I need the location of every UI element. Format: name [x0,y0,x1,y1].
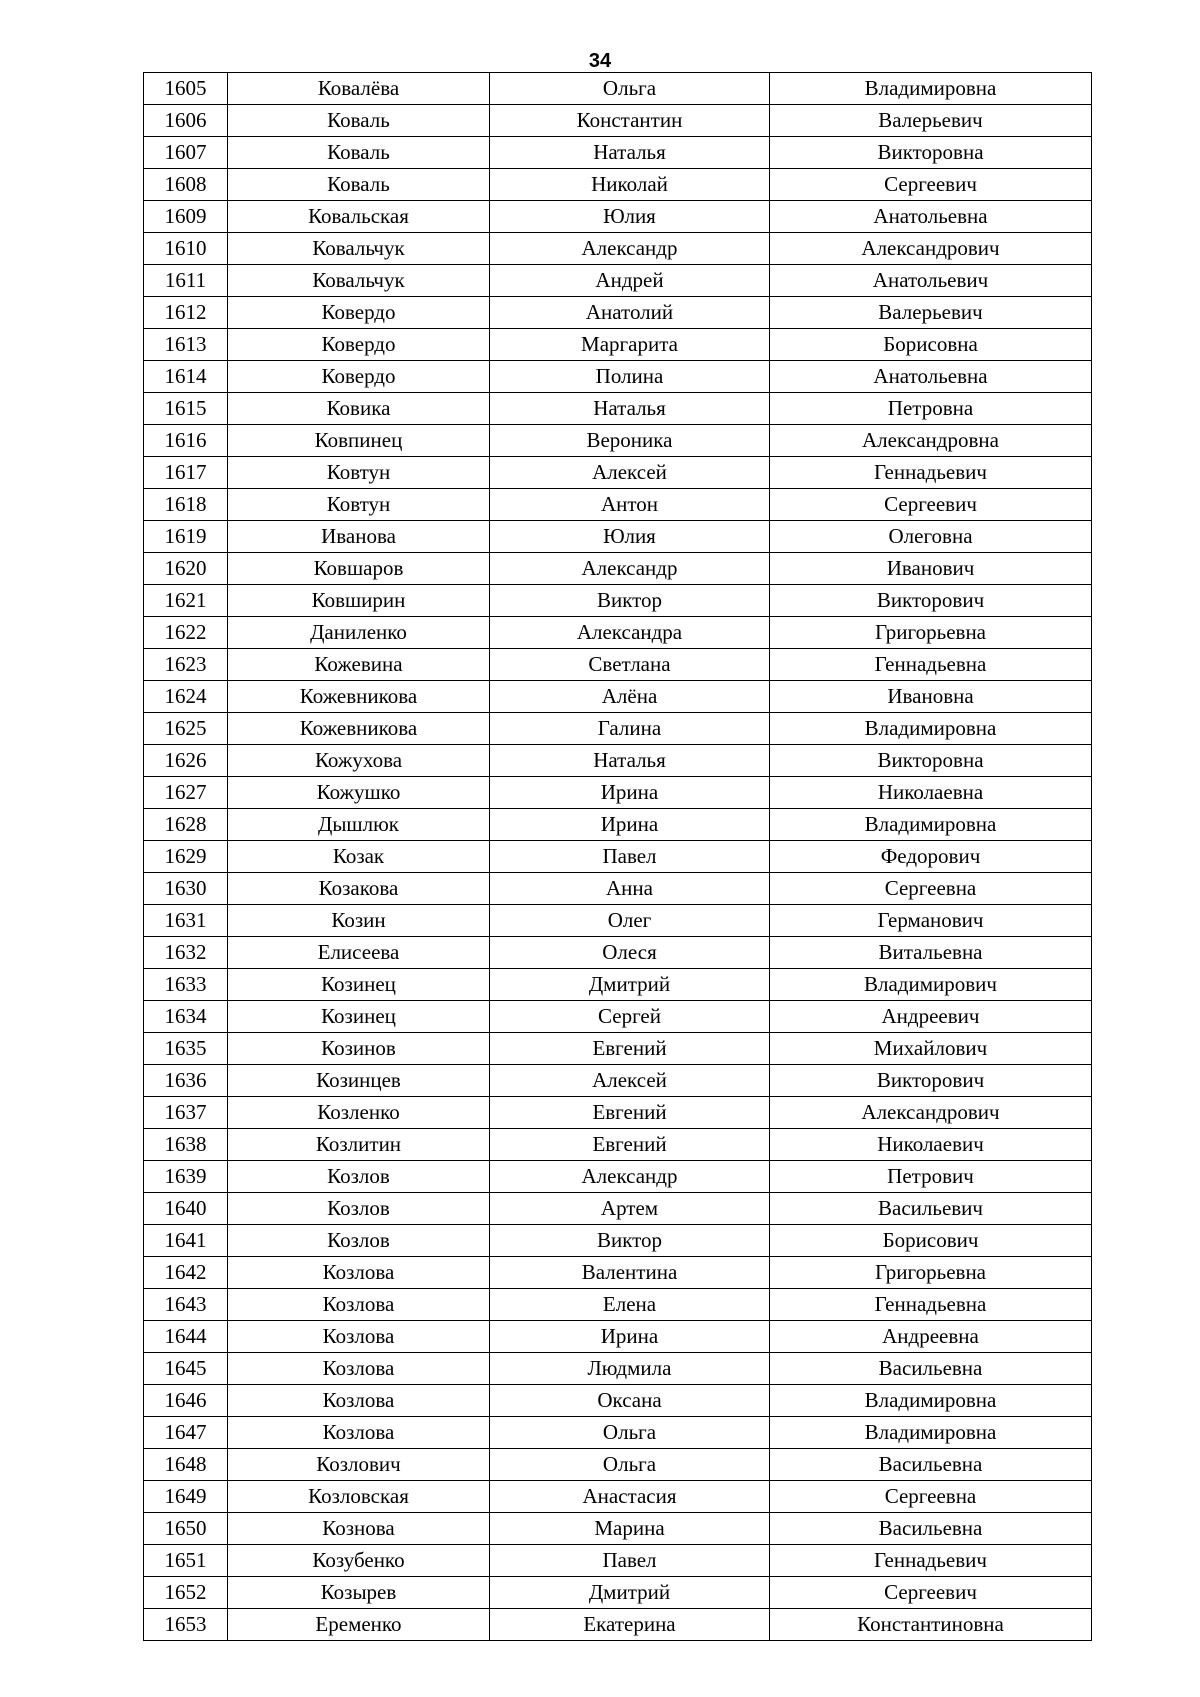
table-row [144,1065,1092,1097]
table-row [144,1033,1092,1065]
last-name-cell: Козинцев [228,1065,490,1097]
row-number-cell: 1614 [144,361,228,393]
patronymic-cell: Сергеевич [770,489,1092,521]
first-name-cell: Алёна [490,681,770,713]
patronymic-cell: Анатольевич [770,265,1092,297]
table-row [144,1513,1092,1545]
table-row [144,969,1092,1001]
last-name-cell: Козубенко [228,1545,490,1577]
patronymic-cell: Васильевич [770,1193,1092,1225]
row-number-cell: 1633 [144,969,228,1001]
table-row [144,233,1092,265]
first-name-cell: Валентина [490,1257,770,1289]
last-name-cell: Ковика [228,393,490,425]
first-name-cell: Александр [490,1161,770,1193]
patronymic-cell: Андреевна [770,1321,1092,1353]
first-name-cell: Ирина [490,1321,770,1353]
table-row [144,809,1092,841]
row-number-cell: 1627 [144,777,228,809]
last-name-cell: Коваль [228,137,490,169]
row-number-cell: 1651 [144,1545,228,1577]
last-name-cell: Ковшаров [228,553,490,585]
patronymic-cell: Викторовна [770,137,1092,169]
row-number-cell: 1652 [144,1577,228,1609]
row-number-cell: 1638 [144,1129,228,1161]
first-name-cell: Полина [490,361,770,393]
first-name-cell: Ольга [490,73,770,105]
table-row [144,777,1092,809]
patronymic-cell: Анатольевна [770,361,1092,393]
last-name-cell: Ковердо [228,361,490,393]
first-name-cell: Сергей [490,1001,770,1033]
last-name-cell: Ковальчук [228,233,490,265]
row-number-cell: 1635 [144,1033,228,1065]
table-row [144,1289,1092,1321]
last-name-cell: Козлова [228,1353,490,1385]
patronymic-cell: Григорьевна [770,617,1092,649]
row-number-cell: 1625 [144,713,228,745]
patronymic-cell: Александрович [770,233,1092,265]
table-row [144,73,1092,105]
first-name-cell: Ольга [490,1449,770,1481]
first-name-cell: Юлия [490,201,770,233]
table-row [144,713,1092,745]
last-name-cell: Кожевникова [228,713,490,745]
row-number-cell: 1653 [144,1609,228,1641]
table-row [144,137,1092,169]
row-number-cell: 1640 [144,1193,228,1225]
last-name-cell: Козакова [228,873,490,905]
patronymic-cell: Геннадьевич [770,1545,1092,1577]
row-number-cell: 1630 [144,873,228,905]
patronymic-cell: Владимировна [770,1417,1092,1449]
first-name-cell: Евгений [490,1129,770,1161]
patronymic-cell: Васильевна [770,1449,1092,1481]
first-name-cell: Марина [490,1513,770,1545]
row-number-cell: 1649 [144,1481,228,1513]
first-name-cell: Евгений [490,1097,770,1129]
row-number-cell: 1641 [144,1225,228,1257]
table-row [144,873,1092,905]
row-number-cell: 1623 [144,649,228,681]
row-number-cell: 1610 [144,233,228,265]
last-name-cell: Ковальчук [228,265,490,297]
first-name-cell: Олеся [490,937,770,969]
last-name-cell: Козлов [228,1225,490,1257]
last-name-cell: Иванова [228,521,490,553]
patronymic-cell: Константиновна [770,1609,1092,1641]
patronymic-cell: Владимирович [770,969,1092,1001]
last-name-cell: Козленко [228,1097,490,1129]
first-name-cell: Константин [490,105,770,137]
table-row [144,297,1092,329]
last-name-cell: Ковпинец [228,425,490,457]
last-name-cell: Ковалёва [228,73,490,105]
last-name-cell: Козлова [228,1257,490,1289]
patronymic-cell: Сергеевна [770,1481,1092,1513]
first-name-cell: Дмитрий [490,969,770,1001]
patronymic-cell: Владимировна [770,1385,1092,1417]
last-name-cell: Ковширин [228,585,490,617]
first-name-cell: Александра [490,617,770,649]
last-name-cell: Елисеева [228,937,490,969]
table-row [144,1385,1092,1417]
table-row [144,393,1092,425]
first-name-cell: Павел [490,1545,770,1577]
last-name-cell: Кознова [228,1513,490,1545]
patronymic-cell: Владимировна [770,809,1092,841]
table-row [144,1609,1092,1641]
row-number-cell: 1646 [144,1385,228,1417]
row-number-cell: 1631 [144,905,228,937]
last-name-cell: Ковердо [228,297,490,329]
patronymic-cell: Владимировна [770,713,1092,745]
first-name-cell: Наталья [490,393,770,425]
table-row [144,1257,1092,1289]
first-name-cell: Елена [490,1289,770,1321]
patronymic-cell: Андреевич [770,1001,1092,1033]
last-name-cell: Кожухова [228,745,490,777]
last-name-cell: Коваль [228,105,490,137]
patronymic-cell: Викторович [770,1065,1092,1097]
first-name-cell: Анастасия [490,1481,770,1513]
last-name-cell: Козлова [228,1385,490,1417]
first-name-cell: Галина [490,713,770,745]
row-number-cell: 1645 [144,1353,228,1385]
row-number-cell: 1620 [144,553,228,585]
patronymic-cell: Геннадьевна [770,1289,1092,1321]
table-row [144,745,1092,777]
last-name-cell: Кожевникова [228,681,490,713]
patronymic-cell: Геннадьевич [770,457,1092,489]
first-name-cell: Ольга [490,1417,770,1449]
first-name-cell: Маргарита [490,329,770,361]
first-name-cell: Наталья [490,745,770,777]
last-name-cell: Еременко [228,1609,490,1641]
row-number-cell: 1616 [144,425,228,457]
table-row [144,1417,1092,1449]
last-name-cell: Ковтун [228,489,490,521]
table-row [144,649,1092,681]
row-number-cell: 1637 [144,1097,228,1129]
row-number-cell: 1643 [144,1289,228,1321]
patronymic-cell: Григорьевна [770,1257,1092,1289]
patronymic-cell: Петровна [770,393,1092,425]
last-name-cell: Козинов [228,1033,490,1065]
patronymic-cell: Витальевна [770,937,1092,969]
patronymic-cell: Ивановна [770,681,1092,713]
first-name-cell: Олег [490,905,770,937]
patronymic-cell: Борисович [770,1225,1092,1257]
patronymic-cell: Федорович [770,841,1092,873]
patronymic-cell: Васильевна [770,1353,1092,1385]
table-row [144,1161,1092,1193]
last-name-cell: Козлитин [228,1129,490,1161]
table-row [144,1321,1092,1353]
first-name-cell: Антон [490,489,770,521]
roster-table [143,72,1092,1641]
row-number-cell: 1624 [144,681,228,713]
page-number: 34 [588,50,612,72]
patronymic-cell: Анатольевна [770,201,1092,233]
first-name-cell: Оксана [490,1385,770,1417]
first-name-cell: Светлана [490,649,770,681]
first-name-cell: Алексей [490,457,770,489]
table-row [144,1545,1092,1577]
roster-table-body [144,73,1092,1641]
last-name-cell: Козак [228,841,490,873]
first-name-cell: Андрей [490,265,770,297]
patronymic-cell: Геннадьевна [770,649,1092,681]
table-row [144,169,1092,201]
last-name-cell: Козинец [228,1001,490,1033]
row-number-cell: 1642 [144,1257,228,1289]
first-name-cell: Наталья [490,137,770,169]
row-number-cell: 1615 [144,393,228,425]
row-number-cell: 1613 [144,329,228,361]
first-name-cell: Николай [490,169,770,201]
table-row [144,617,1092,649]
last-name-cell: Кожевина [228,649,490,681]
last-name-cell: Даниленко [228,617,490,649]
table-row [144,841,1092,873]
row-number-cell: 1639 [144,1161,228,1193]
row-number-cell: 1629 [144,841,228,873]
last-name-cell: Козлов [228,1193,490,1225]
table-row [144,425,1092,457]
table-row [144,937,1092,969]
last-name-cell: Ковальская [228,201,490,233]
table-row [144,1481,1092,1513]
patronymic-cell: Сергеевич [770,1577,1092,1609]
first-name-cell: Александр [490,233,770,265]
patronymic-cell: Александровна [770,425,1092,457]
row-number-cell: 1636 [144,1065,228,1097]
last-name-cell: Козинец [228,969,490,1001]
first-name-cell: Алексей [490,1065,770,1097]
table-row [144,681,1092,713]
row-number-cell: 1628 [144,809,228,841]
first-name-cell: Виктор [490,1225,770,1257]
row-number-cell: 1619 [144,521,228,553]
row-number-cell: 1634 [144,1001,228,1033]
last-name-cell: Ковердо [228,329,490,361]
row-number-cell: 1648 [144,1449,228,1481]
patronymic-cell: Владимировна [770,73,1092,105]
table-row [144,329,1092,361]
table-row [144,1097,1092,1129]
row-number-cell: 1626 [144,745,228,777]
table-row [144,361,1092,393]
patronymic-cell: Сергеевич [770,169,1092,201]
table-row [144,1225,1092,1257]
last-name-cell: Козловская [228,1481,490,1513]
row-number-cell: 1618 [144,489,228,521]
first-name-cell: Павел [490,841,770,873]
patronymic-cell: Борисовна [770,329,1092,361]
row-number-cell: 1644 [144,1321,228,1353]
row-number-cell: 1650 [144,1513,228,1545]
table-row [144,1129,1092,1161]
table-row [144,1193,1092,1225]
last-name-cell: Козин [228,905,490,937]
row-number-cell: 1621 [144,585,228,617]
row-number-cell: 1611 [144,265,228,297]
table-row [144,585,1092,617]
last-name-cell: Коваль [228,169,490,201]
table-row [144,1353,1092,1385]
first-name-cell: Евгений [490,1033,770,1065]
table-row [144,265,1092,297]
last-name-cell: Кожушко [228,777,490,809]
row-number-cell: 1612 [144,297,228,329]
first-name-cell: Людмила [490,1353,770,1385]
table-row [144,457,1092,489]
patronymic-cell: Александрович [770,1097,1092,1129]
first-name-cell: Артем [490,1193,770,1225]
first-name-cell: Ирина [490,777,770,809]
table-row [144,105,1092,137]
first-name-cell: Анна [490,873,770,905]
row-number-cell: 1605 [144,73,228,105]
last-name-cell: Козлович [228,1449,490,1481]
table-row [144,905,1092,937]
patronymic-cell: Германович [770,905,1092,937]
last-name-cell: Козлов [228,1161,490,1193]
first-name-cell: Дмитрий [490,1577,770,1609]
row-number-cell: 1617 [144,457,228,489]
first-name-cell: Анатолий [490,297,770,329]
row-number-cell: 1607 [144,137,228,169]
patronymic-cell: Викторович [770,585,1092,617]
row-number-cell: 1606 [144,105,228,137]
table-row [144,1449,1092,1481]
table-row [144,553,1092,585]
last-name-cell: Козырев [228,1577,490,1609]
patronymic-cell: Петрович [770,1161,1092,1193]
last-name-cell: Ковтун [228,457,490,489]
patronymic-cell: Васильевна [770,1513,1092,1545]
last-name-cell: Дышлюк [228,809,490,841]
last-name-cell: Козлова [228,1289,490,1321]
patronymic-cell: Сергеевна [770,873,1092,905]
table-row [144,201,1092,233]
patronymic-cell: Валерьевич [770,105,1092,137]
last-name-cell: Козлова [228,1417,490,1449]
first-name-cell: Александр [490,553,770,585]
patronymic-cell: Иванович [770,553,1092,585]
row-number-cell: 1609 [144,201,228,233]
table-row [144,1577,1092,1609]
first-name-cell: Виктор [490,585,770,617]
patronymic-cell: Николаевич [770,1129,1092,1161]
table-row [144,1001,1092,1033]
row-number-cell: 1647 [144,1417,228,1449]
row-number-cell: 1622 [144,617,228,649]
first-name-cell: Юлия [490,521,770,553]
patronymic-cell: Викторовна [770,745,1092,777]
last-name-cell: Козлова [228,1321,490,1353]
first-name-cell: Екатерина [490,1609,770,1641]
row-number-cell: 1608 [144,169,228,201]
row-number-cell: 1632 [144,937,228,969]
patronymic-cell: Николаевна [770,777,1092,809]
table-row [144,489,1092,521]
patronymic-cell: Михайлович [770,1033,1092,1065]
patronymic-cell: Валерьевич [770,297,1092,329]
first-name-cell: Вероника [490,425,770,457]
table-row [144,521,1092,553]
first-name-cell: Ирина [490,809,770,841]
patronymic-cell: Олеговна [770,521,1092,553]
